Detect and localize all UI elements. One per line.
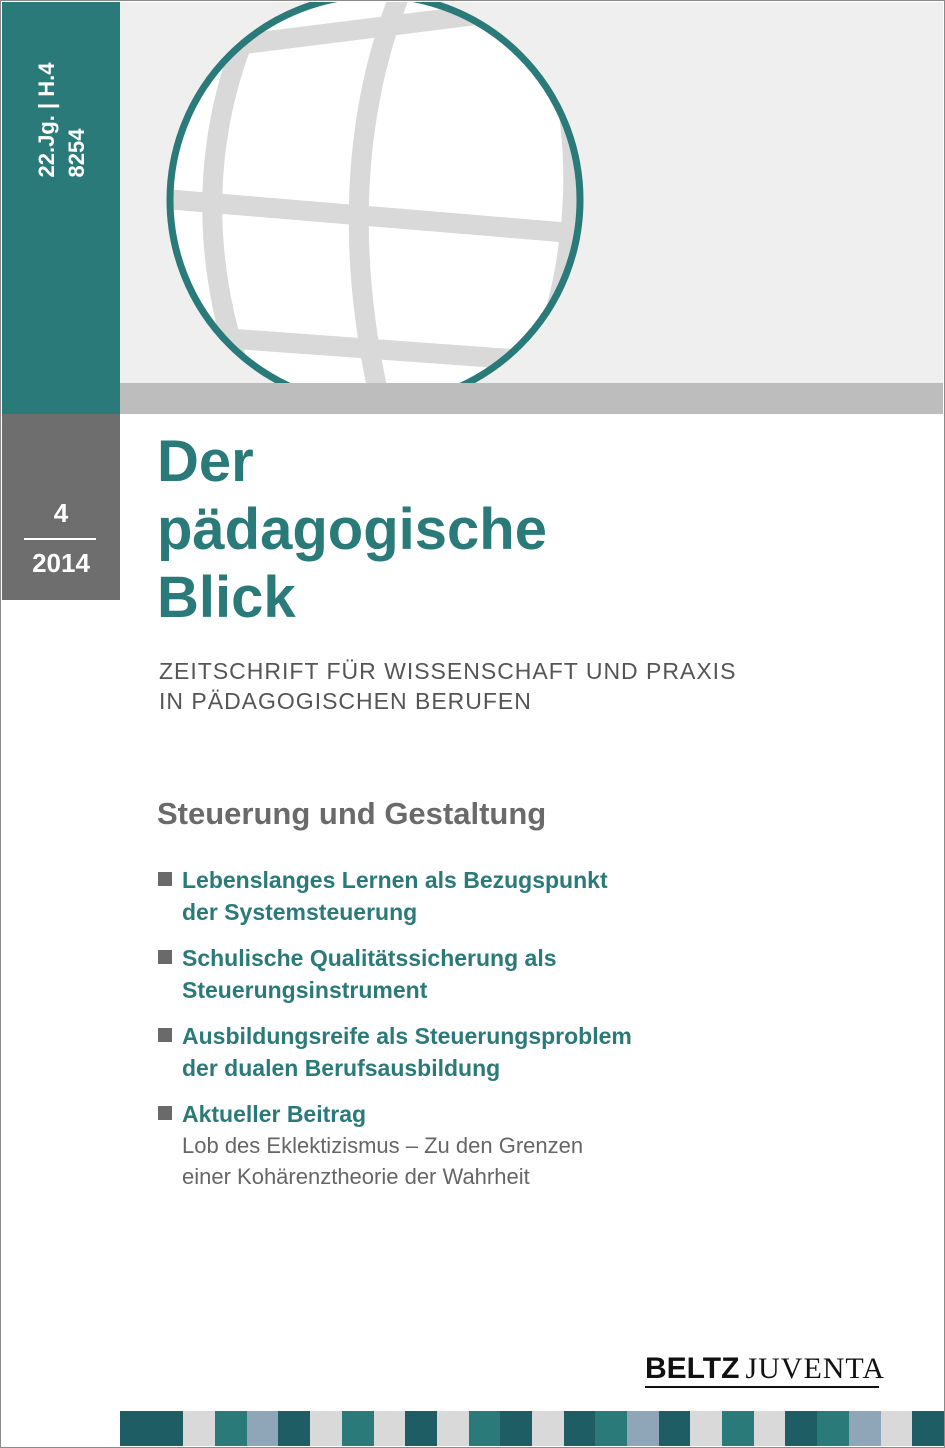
volume-label bbox=[32, 50, 92, 190]
publisher-name-part2: JUVENTA bbox=[745, 1352, 886, 1385]
globe-icon bbox=[120, 2, 943, 383]
article-title-line: Steuerungsinstrument bbox=[182, 977, 428, 1003]
article-title-line: Lebenslanges Lernen als Bezugspunkt bbox=[182, 867, 608, 893]
article-title bbox=[182, 1020, 718, 1084]
publisher-logo bbox=[645, 1352, 885, 1388]
square-bullet-icon bbox=[158, 1028, 172, 1042]
volume-panel bbox=[2, 2, 120, 414]
strip-block bbox=[342, 1411, 374, 1446]
strip-block bbox=[183, 1411, 215, 1446]
strip-block bbox=[437, 1411, 469, 1446]
strip-block bbox=[120, 1411, 152, 1446]
strip-block bbox=[595, 1411, 627, 1446]
square-bullet-icon bbox=[158, 872, 172, 886]
strip-block bbox=[310, 1411, 342, 1446]
square-bullet-icon bbox=[158, 1106, 172, 1120]
strip-block bbox=[215, 1411, 247, 1446]
journal-title bbox=[157, 428, 547, 632]
subtitle-line: IN PÄDAGOGISCHEN BERUFEN bbox=[159, 688, 532, 714]
title-line: pädagogische bbox=[157, 497, 547, 562]
square-bullet-icon bbox=[158, 950, 172, 964]
article-title bbox=[182, 1098, 718, 1130]
article-title bbox=[182, 942, 718, 1006]
strip-block bbox=[564, 1411, 596, 1446]
strip-block bbox=[722, 1411, 754, 1446]
article-item bbox=[158, 1020, 718, 1084]
strip-block bbox=[659, 1411, 691, 1446]
journal-code: 8254 bbox=[64, 128, 89, 178]
strip-block bbox=[881, 1411, 913, 1446]
issue-theme: Steuerung und Gestaltung bbox=[157, 796, 547, 831]
article-list bbox=[158, 864, 718, 1206]
strip-block bbox=[374, 1411, 406, 1446]
article-title-line: der Systemsteuerung bbox=[182, 899, 418, 925]
subtitle-line: ZEITSCHRIFT FÜR WISSENSCHAFT UND PRAXIS bbox=[159, 658, 737, 684]
article-item bbox=[158, 864, 718, 928]
article-subtitle bbox=[182, 1130, 718, 1192]
publisher-underline bbox=[645, 1386, 879, 1388]
strip-block bbox=[785, 1411, 817, 1446]
strip-block bbox=[152, 1411, 184, 1446]
strip-block bbox=[849, 1411, 881, 1446]
strip-block bbox=[912, 1411, 944, 1446]
grey-stripe bbox=[120, 383, 943, 414]
strip-block bbox=[817, 1411, 849, 1446]
title-line: Blick bbox=[157, 565, 296, 630]
strip-block bbox=[247, 1411, 279, 1446]
strip-block bbox=[500, 1411, 532, 1446]
article-title bbox=[182, 864, 718, 928]
globe-panel bbox=[120, 2, 943, 383]
issue-year: 2014 bbox=[32, 548, 90, 578]
strip-block bbox=[532, 1411, 564, 1446]
color-strip bbox=[120, 1411, 944, 1446]
strip-block bbox=[690, 1411, 722, 1446]
strip-block bbox=[469, 1411, 501, 1446]
publisher-name-part1: BELTZ bbox=[645, 1352, 740, 1385]
article-title-line: der dualen Berufsausbildung bbox=[182, 1055, 501, 1081]
article-item bbox=[158, 1098, 718, 1192]
article-item bbox=[158, 942, 718, 1006]
journal-subtitle bbox=[159, 656, 736, 716]
article-title-line: Schulische Qualitätssicherung als bbox=[182, 945, 557, 971]
article-title-line: Ausbildungsreife als Steuerungsproblem bbox=[182, 1023, 632, 1049]
article-title-line: Aktueller Beitrag bbox=[182, 1101, 367, 1127]
strip-block bbox=[754, 1411, 786, 1446]
article-subtitle-line: einer Kohärenztheorie der Wahrheit bbox=[182, 1164, 530, 1189]
issue-panel bbox=[2, 414, 120, 600]
issue-number: 4 bbox=[53, 498, 69, 528]
issue-divider bbox=[24, 538, 96, 540]
strip-block bbox=[627, 1411, 659, 1446]
strip-block bbox=[278, 1411, 310, 1446]
strip-block bbox=[405, 1411, 437, 1446]
title-line: Der bbox=[157, 429, 254, 494]
article-subtitle-line: Lob des Eklektizismus – Zu den Grenzen bbox=[182, 1133, 584, 1158]
volume-line: 22.Jg. | H.4 bbox=[34, 62, 59, 178]
